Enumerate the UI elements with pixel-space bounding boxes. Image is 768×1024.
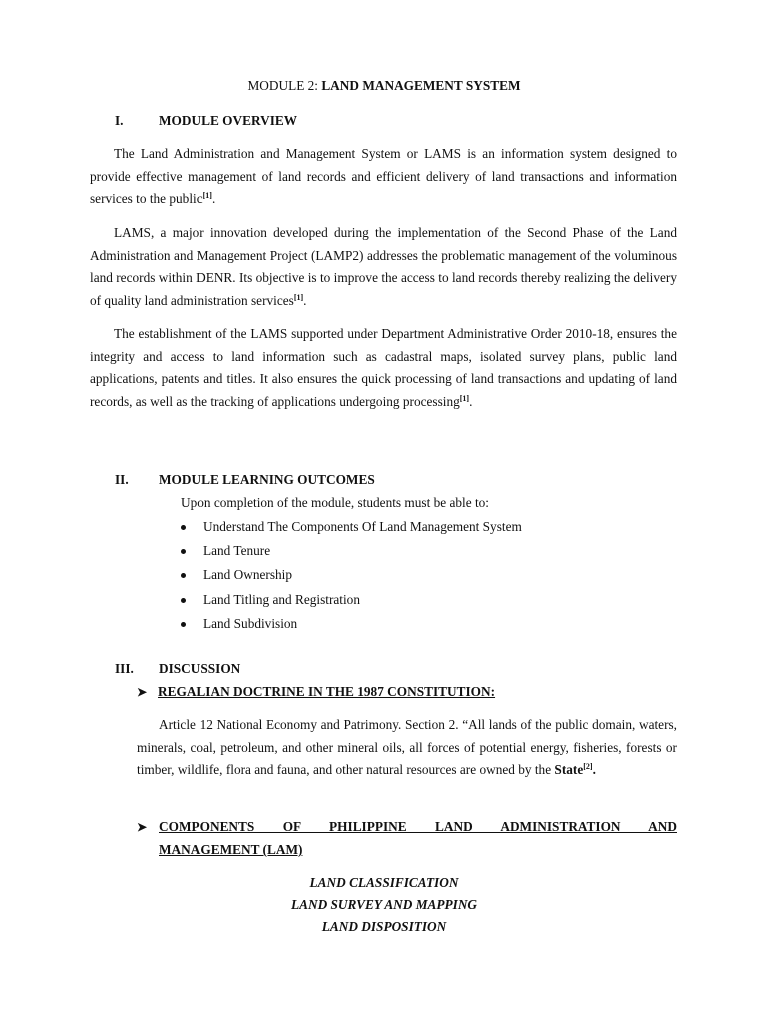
- list-item-text: Land Subdivision: [203, 615, 298, 631]
- article-paragraph: [137, 714, 677, 782]
- subheading-lam-line-1: COMPONENTS OF PHILIPPINE LAND ADMINISTRATION AND: [159, 819, 677, 834]
- citation-ref: [1]: [459, 393, 470, 403]
- subheading-lam-line-2: MANAGEMENT (LAM): [159, 842, 303, 857]
- section-heading-outcomes: [115, 469, 375, 492]
- paragraph-text: Article 12 National Economy and Patrimony. Section 2. “All lands of the public domain, waters, minerals, coal, petroleum, and other mineral oils, all forces of potential energy, fisheries, forests or timber, wildlife, flora and fauna, and other natural resources are owned by the: [137, 717, 677, 777]
- outcomes-intro: Upon completion of the module, students must be able to:: [181, 495, 489, 510]
- paragraph-text: The Land Administration and Management System or LAMS is an information system designed to provide effective management of land records and efficient delivery of land transactions and information services to the public: [90, 146, 677, 206]
- component-land-disposition: LAND DISPOSITION: [321, 919, 447, 934]
- component-land-classification: LAND CLASSIFICATION: [309, 875, 459, 890]
- bullet-icon: [181, 573, 186, 578]
- overview-paragraph-2: LAMS, a major innovation developed during the implementation of the Second Phase of the Land Administration and Management Project (LAMP2) addresses the problematic management of the voluminous land records within DENR. Its objective is to improve the access to land records thereby realizing the delivery of quality land administration services[1].: [90, 225, 677, 308]
- component-land-survey: LAND SURVEY AND MAPPING: [290, 897, 478, 912]
- citation-ref: [1]: [293, 292, 304, 302]
- emphasis-text: .: [592, 762, 596, 777]
- arrow-bullet-icon: ➤: [137, 820, 148, 834]
- overview-paragraph-3: The establishment of the LAMS supported under Department Administrative Order 2010-18, ensures the integrity and access to land information such as cadastral maps, isolated survey plans, public land applications, patents and titles. It also ensures the quick processing of land transactions and updating of land records, as well as the tracking of applications undergoing processing[1].: [90, 326, 677, 409]
- section-title: MODULE LEARNING OUTCOMES: [159, 472, 375, 487]
- section-heading-discussion: [115, 658, 240, 681]
- list-item: [181, 564, 522, 588]
- paragraph-text: LAMS, a major innovation developed during the implementation of the Second Phase of the Land Administration and Management Project (LAMP2) addresses the problematic management of the voluminous land records within DENR. Its objective is to improve the access to land records thereby realizing the delivery of quality land administration services: [90, 225, 677, 308]
- bullet-icon: [181, 525, 186, 530]
- bullet-icon: [181, 622, 186, 627]
- list-item: [181, 613, 522, 637]
- list-item: [181, 589, 522, 613]
- title-prefix: MODULE 2:: [247, 78, 322, 93]
- emphasis-text: State: [554, 762, 584, 777]
- title-main: LAND MANAGEMENT SYSTEM: [321, 78, 521, 93]
- citation-ref: [1]: [202, 191, 212, 200]
- list-item-text: Understand The Components Of Land Management System: [203, 519, 522, 534]
- list-item: [181, 540, 522, 564]
- section-number: III.: [115, 661, 134, 676]
- bullet-icon: [181, 549, 186, 554]
- paragraph-text: The establishment of the LAMS supported under Department Administrative Order 2010-18, ensures the integrity and access to land information such as cadastral maps, isolated survey plans, public land applications, patents and titles. It also ensures the quick processing of land transactions and updating of land records, as well as the tracking of applications undergoing processing: [90, 326, 677, 409]
- citation-ref: [2]: [583, 762, 593, 771]
- arrow-bullet-icon: ➤: [137, 685, 148, 699]
- section-title: DISCUSSION: [159, 661, 241, 676]
- document-title: [0, 75, 768, 98]
- list-item-text: Land Titling and Registration: [203, 591, 360, 607]
- bullet-icon: [181, 598, 186, 603]
- section-number: I.: [115, 113, 124, 128]
- outcomes-list: [181, 516, 522, 637]
- list-item: [181, 516, 522, 540]
- subheading-regalian-doctrine: [137, 681, 495, 704]
- subheading-text: REGALIAN DOCTRINE IN THE 1987 CONSTITUTION:: [158, 684, 496, 699]
- overview-paragraph-1: The Land Administration and Management System or LAMS is an information system designed to provide effective management of land records and efficient delivery of land transactions and information services to the public[1].: [90, 146, 677, 206]
- list-item-text: Land Ownership: [203, 567, 292, 583]
- section-title: MODULE OVERVIEW: [159, 113, 298, 128]
- list-item-text: Land Tenure: [203, 543, 271, 559]
- section-number: II.: [115, 472, 129, 487]
- section-heading-overview: [115, 110, 297, 133]
